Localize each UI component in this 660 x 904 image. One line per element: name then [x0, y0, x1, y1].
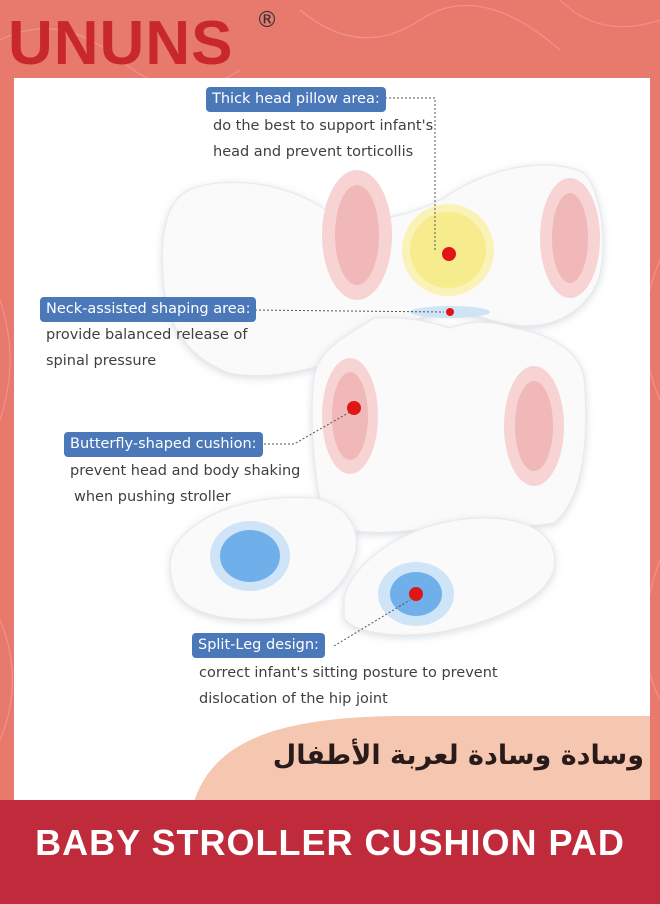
arabic-product-title: وسادة وسادة لعربة الأطفال [272, 740, 644, 771]
head-pillow-label: Thick head pillow area: [206, 87, 386, 112]
split-leg-desc-line2: dislocation of the hip joint [199, 691, 388, 707]
right-leg-cushion [344, 518, 555, 635]
split-leg-marker [409, 587, 423, 601]
butterfly-label: Butterfly-shaped cushion: [64, 432, 263, 457]
butterfly-desc-line2: when pushing stroller [74, 489, 231, 505]
neck-area-label: Neck-assisted shaping area: [40, 297, 256, 322]
neck-area-desc-line2: spinal pressure [46, 353, 157, 369]
head-pillow-desc-line1: do the best to support infant's [213, 118, 434, 134]
split-leg-label: Split-Leg design: [192, 633, 325, 658]
neck-area-desc-line1: provide balanced release of [46, 327, 248, 343]
brand-logo: UNUNS [8, 9, 234, 78]
product-title: BABY STROLLER CUSHION PAD [35, 822, 625, 863]
product-diagram-panel [14, 78, 650, 802]
registered-mark: ® [256, 8, 278, 33]
split-leg-desc-line1: correct infant's sitting posture to prevent [199, 665, 498, 681]
head-pillow-marker [442, 247, 456, 261]
neck-marker [446, 308, 454, 316]
head-pillow-desc-line2: head and prevent torticollis [213, 144, 414, 160]
butterfly-desc-line1: prevent head and body shaking [70, 463, 301, 479]
